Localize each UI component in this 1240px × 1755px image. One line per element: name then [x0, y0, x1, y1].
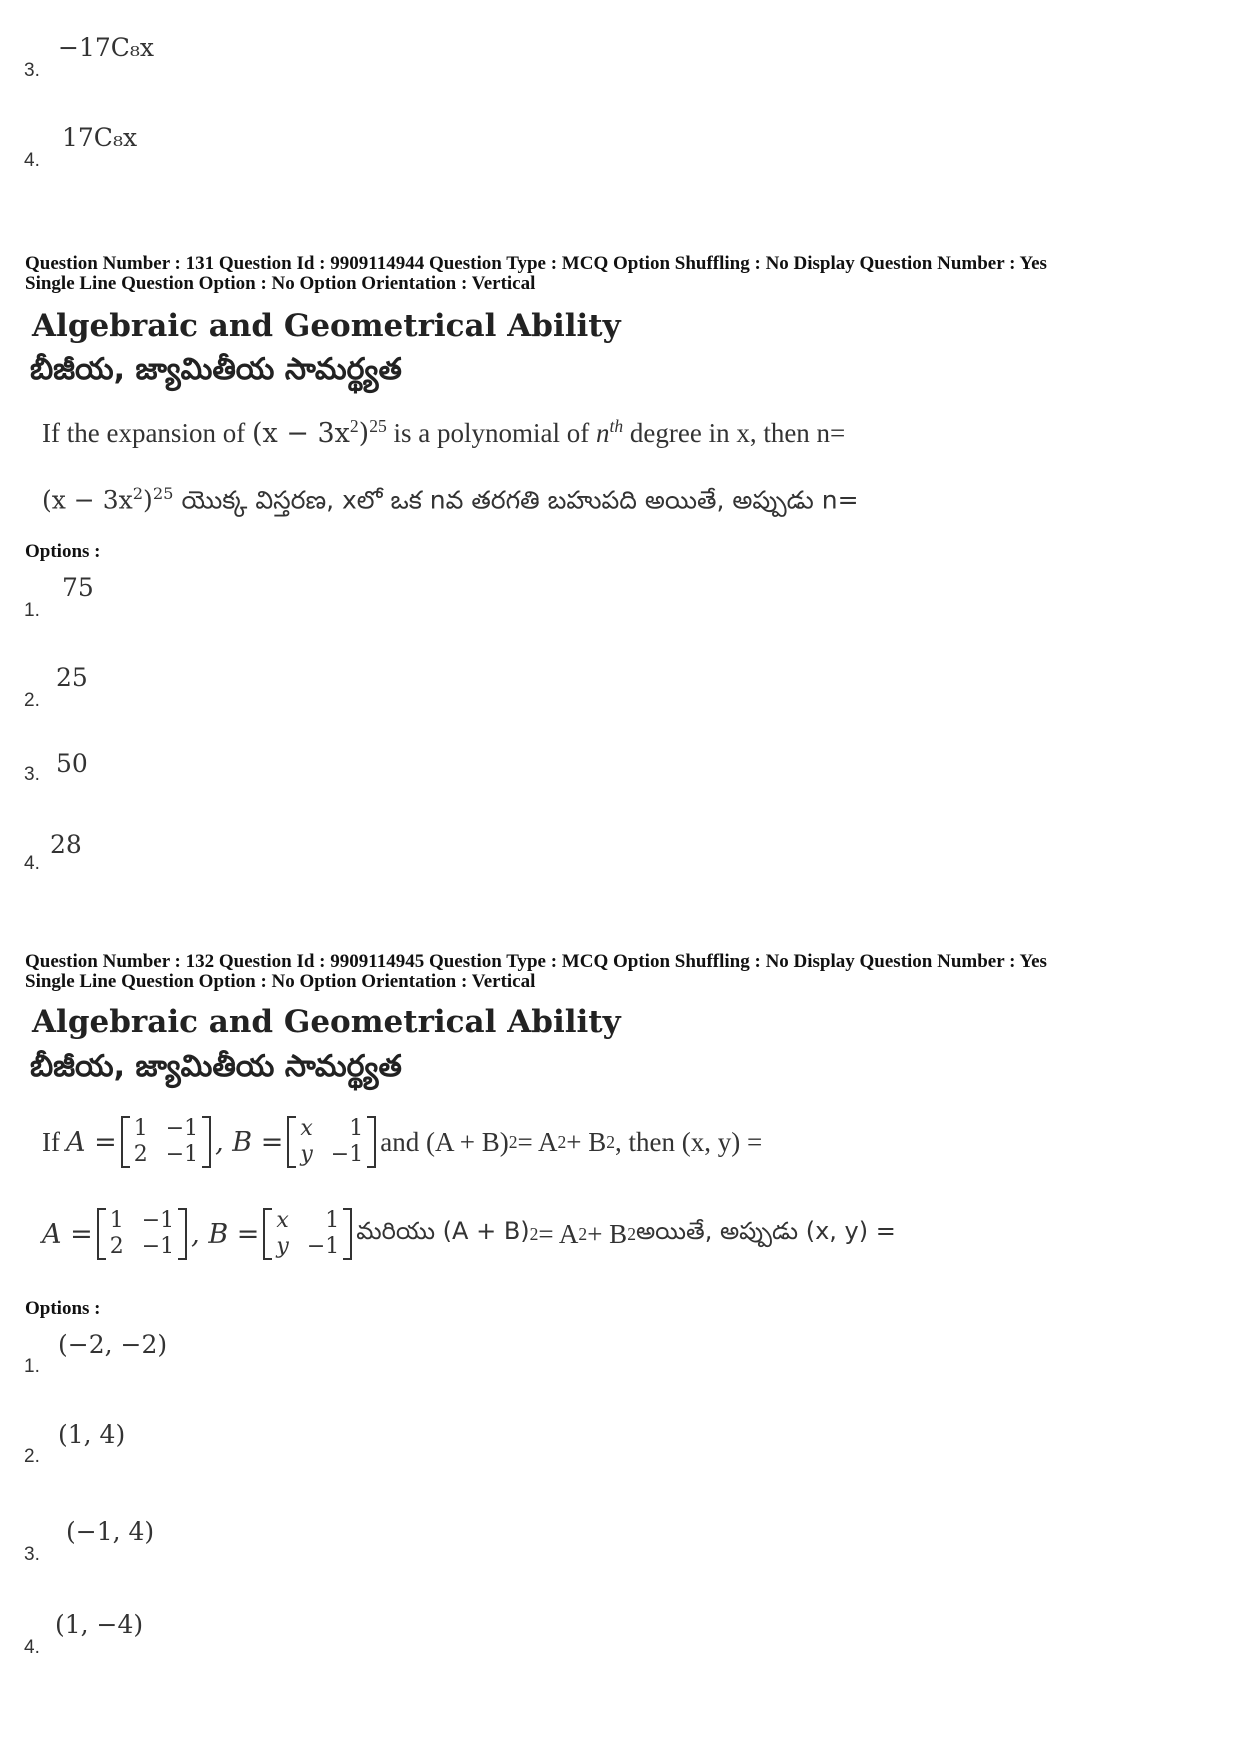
matrix-cell: x	[300, 1116, 313, 1141]
question-meta-line2: Single Line Question Option : No Option Orientation : Vertical	[25, 273, 536, 294]
matrix-cell: 1	[349, 1116, 364, 1141]
matrix-a-label: A =	[65, 1126, 117, 1158]
options-label: Options :	[25, 541, 101, 562]
question-meta-line2: Single Line Question Option : No Option Orientation : Vertical	[25, 971, 536, 992]
q-exponent: 25	[152, 484, 174, 503]
question-text-te	[42, 1208, 896, 1260]
matrix-bracket-left	[121, 1116, 130, 1168]
option-value: 17C₈x	[62, 123, 138, 152]
q-text-part: = A	[538, 1218, 579, 1249]
matrix-bracket-right	[178, 1208, 187, 1260]
section-title-te: బీజీయ, జ్యామితీయ సామర్థ్యత	[30, 1049, 402, 1084]
q-text-part: + B	[587, 1218, 628, 1249]
q-text-part: మరియు (A + B)	[356, 1217, 530, 1245]
options-label: Options :	[25, 1298, 101, 1319]
question-text-te	[42, 484, 859, 521]
option-number: 1.	[24, 600, 40, 621]
option-value: (−2, −2)	[58, 1330, 168, 1359]
question-meta-line1: Question Number : 132 Question Id : 9909114945 Question Type : MCQ Option Shuffling : No Display Question Number : Yes	[25, 951, 1047, 972]
matrix-cell: 1	[325, 1208, 340, 1233]
q-text-part: + B	[566, 1126, 607, 1157]
q-expr-close: )	[358, 418, 370, 449]
q-exponent: 2	[627, 1223, 636, 1244]
matrix-cell: y	[300, 1142, 313, 1167]
q-exponent: 25	[369, 416, 387, 436]
matrix-b-label: , B =	[215, 1126, 284, 1158]
option-number: 2.	[24, 690, 40, 711]
option-value: (1, 4)	[58, 1420, 126, 1449]
q-expr: (x − 3x	[251, 418, 350, 449]
option-value: 50	[56, 749, 88, 778]
section-title-en: Algebraic and Geometrical Ability	[32, 308, 621, 344]
matrix-bracket-right	[367, 1116, 376, 1168]
option-value: 75	[62, 573, 94, 602]
matrix-a	[121, 1116, 211, 1168]
q-text-part: యొక్క విస్తరణ, xలో ఒక nవ తరగతి బహుపది అయితే, అప్పుడు n=	[173, 485, 859, 515]
section-title-en: Algebraic and Geometrical Ability	[32, 1004, 621, 1040]
q-text-part: degree in x, then n=	[623, 418, 846, 448]
option-number: 3.	[24, 764, 40, 785]
q-text-part: is a polynomial of	[386, 418, 596, 448]
question-meta-line1: Question Number : 131 Question Id : 9909114944 Question Type : MCQ Option Shuffling : No Display Question Number : Yes	[25, 253, 1047, 274]
q-exponent: 2	[508, 1131, 518, 1152]
matrix-cell: −1	[330, 1142, 364, 1167]
option-value: −17C₈x	[58, 33, 155, 62]
question-text-en	[42, 416, 845, 449]
option-number: 3.	[24, 60, 40, 81]
q-exponent: 2	[606, 1131, 615, 1152]
option-number: 2.	[24, 1446, 40, 1467]
matrix-cell: −1	[165, 1116, 199, 1141]
option-number: 1.	[24, 1356, 40, 1377]
matrix-bracket-left	[263, 1208, 272, 1260]
option-number: 3.	[24, 1544, 40, 1565]
matrix-cell: −1	[165, 1142, 199, 1167]
matrix-cell: −1	[141, 1208, 175, 1233]
matrix-b-label: , B =	[191, 1218, 260, 1250]
matrix-bracket-left	[287, 1116, 296, 1168]
option-value: (−1, 4)	[66, 1517, 155, 1546]
matrix-a-label: A =	[42, 1218, 93, 1250]
q-exponent: 2	[578, 1223, 588, 1244]
matrix-cell: 2	[109, 1234, 124, 1259]
matrix-cell: 1	[133, 1116, 148, 1141]
matrix-bracket-right	[202, 1116, 211, 1168]
matrix-cell: y	[276, 1234, 289, 1259]
matrix-cell: x	[276, 1208, 289, 1233]
matrix-cell: 2	[133, 1142, 148, 1167]
q-text-part: అయితే, అప్పుడు (x, y) =	[635, 1217, 896, 1245]
option-number: 4.	[24, 150, 40, 171]
matrix-a	[97, 1208, 187, 1260]
q-expr: (x − 3x	[42, 485, 133, 515]
q-superscript: th	[609, 416, 624, 436]
q-text-part: = A	[517, 1126, 558, 1157]
matrix-cell: −1	[141, 1234, 175, 1259]
option-value: (1, −4)	[55, 1610, 144, 1639]
q-expr-close: )	[143, 485, 153, 515]
option-value: 25	[56, 663, 88, 692]
matrix-b	[263, 1208, 352, 1260]
q-exponent: 2	[132, 484, 144, 503]
q-text-part: and (A + B)	[380, 1126, 509, 1157]
q-text-part: , then (x, y) =	[615, 1126, 763, 1157]
matrix-cell: −1	[306, 1234, 340, 1259]
q-text-part: If	[42, 1126, 60, 1157]
q-var: n	[595, 418, 610, 448]
matrix-b	[287, 1116, 376, 1168]
q-exponent: 2	[529, 1223, 539, 1244]
q-exponent: 2	[349, 416, 359, 436]
option-number: 4.	[24, 1637, 40, 1658]
question-text-en	[42, 1116, 762, 1168]
option-number: 4.	[24, 853, 40, 874]
q-text-part: If the expansion of	[42, 418, 252, 448]
matrix-bracket-left	[97, 1208, 106, 1260]
matrix-cell: 1	[109, 1208, 124, 1233]
section-title-te: బీజీయ, జ్యామితీయ సామర్థ్యత	[30, 352, 402, 387]
q-exponent: 2	[557, 1131, 567, 1152]
matrix-bracket-right	[343, 1208, 352, 1260]
option-value: 28	[50, 830, 82, 859]
